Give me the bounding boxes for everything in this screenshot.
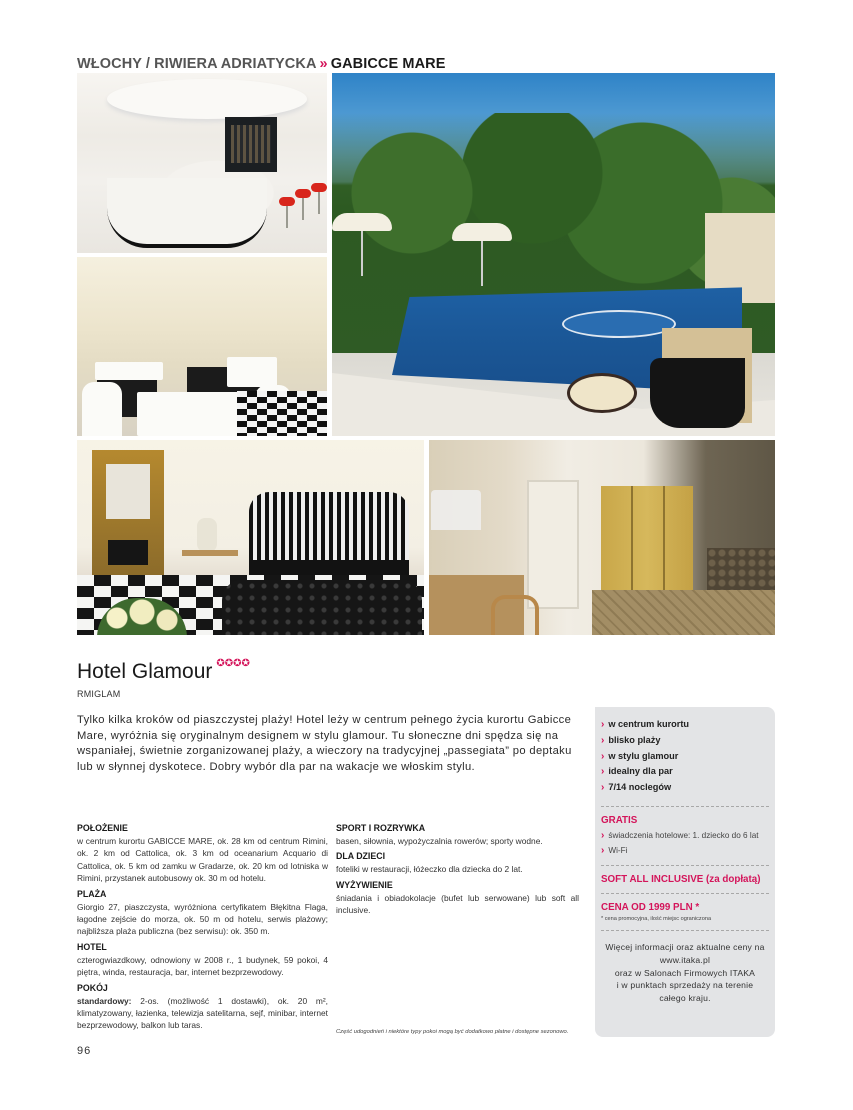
- gratis-heading: GRATIS: [601, 814, 638, 826]
- feature-item: › w stylu glamour: [601, 750, 679, 762]
- hotel-code: RMIGLAM: [77, 689, 121, 699]
- feature-item: › w centrum kurortu: [601, 719, 689, 730]
- page-number: 96: [77, 1045, 92, 1057]
- room-text: [77, 995, 328, 1032]
- breadcrumb-resort: GABICCE MARE: [330, 56, 446, 72]
- sport-heading: SPORT I ROZRYWKA: [336, 823, 426, 833]
- hotel-title: [77, 660, 250, 684]
- hotel-heading: HOTEL: [77, 941, 107, 952]
- divider: [601, 806, 769, 807]
- details-column-left: [77, 822, 328, 1035]
- chevron-right-icon: ›: [601, 766, 605, 778]
- star-rating-icon: ✪✪✪✪: [216, 658, 250, 669]
- photo-restaurant: [77, 257, 327, 436]
- chevron-right-icon: ›: [601, 829, 605, 841]
- chevron-right-icon: ›: [601, 845, 605, 857]
- gratis-item: › świadczenia hotelowe: 1. dziecko do 6 lat: [601, 829, 759, 841]
- price: CENA OD 1999 PLN *: [601, 901, 700, 913]
- price-note: * cena promocyjna, ilość miejsc ograniczona: [601, 915, 712, 922]
- chevron-right-icon: ›: [601, 782, 605, 794]
- info-sidebar: [595, 707, 775, 1037]
- location-heading: POŁOŻENIE: [77, 823, 128, 833]
- breadcrumb: [77, 56, 446, 72]
- hotel-intro: Tylko kilka kroków od piaszczystej plaży! Hotel leży w centrum pełnego życia kurortu Gabicce Mare, wyróżnia się oryginalnym designem w stylu glamour. Tu słoneczne dni spędza się na wspaniałej, świetnie zorganizowanej plaży, a wieczory na tradycyjnej „passegiata” po deptaku lub w słynnej dyskotece. Dobry wybór dla par na wakacje we włoskim stylu.: [77, 714, 572, 773]
- feature-item: › 7/14 noclegów: [601, 782, 672, 794]
- soft-all-inclusive: SOFT ALL INCLUSIVE (za dopłatą): [601, 873, 761, 885]
- sport-text: basen, siłownia, wypożyczalnia rowerów; sporty wodne.: [336, 836, 543, 846]
- kids-text: foteliki w restauracji, łóżeczko dla dziecka do 2 lat.: [336, 864, 523, 875]
- divider: [601, 930, 769, 931]
- chevron-right-icon: ›: [601, 734, 605, 746]
- hotel-text: czterogwiazdkowy, odnowiony w 2008 r., 1 budynek, 59 pokoi, 4 piętra, winda, restauracja, bar, internet bezprzewodowy.: [77, 954, 328, 978]
- hotel-name: Hotel Glamour: [77, 660, 213, 683]
- gratis-item: › Wi-Fi: [601, 845, 628, 857]
- room-heading: POKÓJ: [77, 982, 108, 993]
- photo-lobby-bar: [77, 73, 327, 253]
- feature-item: › idealny dla par: [601, 766, 673, 778]
- location-text: w centrum kurortu GABICCE MARE, ok. 28 km od centrum Rimini, ok. 2 km od Cattolica, ok. 3 km od oceanarium Acquario di Cattolica, ok. 5 km od zamku w Gradarze, ok. 20 km od lotniska w Rimini, przystanek autobusowy ok. 30 m od hotelu.: [77, 836, 328, 884]
- breadcrumb-region: WŁOCHY / RIWIERA ADRIATYCKA: [77, 56, 317, 72]
- breadcrumb-separator: »: [319, 56, 328, 72]
- chevron-right-icon: ›: [601, 719, 605, 730]
- chevron-right-icon: ›: [601, 750, 605, 762]
- photo-room: [429, 440, 775, 635]
- divider: [601, 893, 769, 894]
- beach-heading: PLAŻA: [77, 888, 107, 899]
- room-type-label: standardowy:: [77, 995, 132, 1006]
- beach-text: Giorgio 27, piaszczysta, wyróżniona certyfikatem Błękitna Flaga, łagodne zejście do morza, ok. 50 m od hotelu, serwis plażowy; najbliższa plaża publiczna (bez serwisu): ok. 350 m.: [77, 901, 328, 937]
- photo-lounge: [77, 440, 424, 635]
- room-description: 2-os. (możliwość 1 dostawki), ok. 20 m², klimatyzowany, łazienka, telewizja satelitarna, sejf, minibar, internet bezprzewodowy, balkon lub taras.: [77, 995, 328, 1031]
- more-info: Więcej informacji oraz aktualne ceny na www.itaka.pl oraz w Salonach Firmowych ITAKA i w punktach sprzedaży na terenie całego kraju.: [601, 941, 769, 1005]
- board-heading: WYŻYWIENIE: [336, 879, 393, 890]
- footnote: Część udogodnień i niektóre typy pokoi mogą być dodatkowo płatne i dostępne sezonowo.: [336, 1029, 569, 1035]
- feature-item: › blisko plaży: [601, 734, 661, 746]
- details-column-right: [336, 822, 579, 920]
- website-link[interactable]: www.itaka.pl: [659, 954, 711, 965]
- board-text: śniadania i obiadokolacje (bufet lub serwowane) lub soft all inclusive.: [336, 892, 579, 916]
- divider: [601, 865, 769, 866]
- kids-heading: DLA DZIECI: [336, 851, 386, 862]
- photo-pool: [332, 73, 775, 436]
